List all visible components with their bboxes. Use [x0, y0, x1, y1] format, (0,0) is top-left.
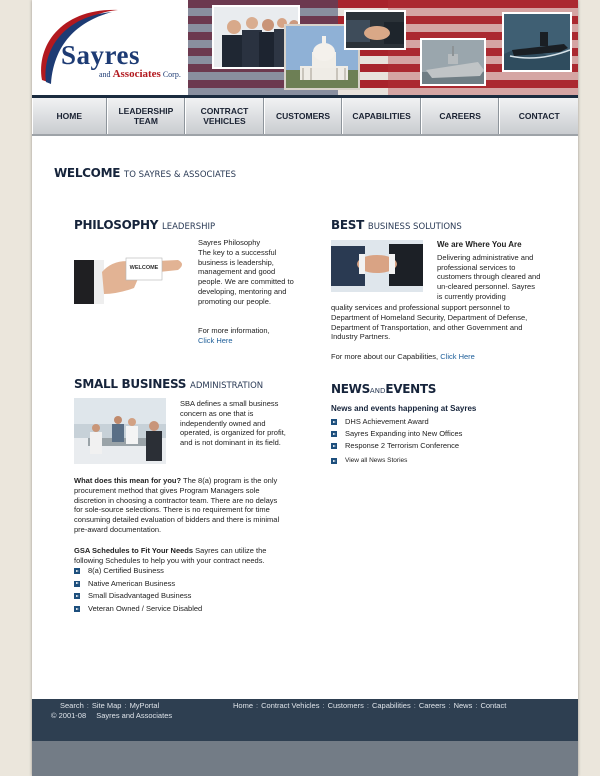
bullet-arrow-icon — [331, 458, 337, 464]
logo-and: and — [99, 70, 111, 79]
best-side-text — [437, 240, 541, 302]
handshake-photo — [344, 10, 406, 50]
nav-leadership-team[interactable]: LEADERSHIP TEAM — [107, 98, 186, 134]
small-business-title: SMALL BUSINESS — [74, 377, 187, 391]
best-more — [331, 352, 543, 362]
footer-link-capabilities[interactable]: Capabilities — [371, 701, 411, 710]
best-subtitle: BUSINESS SOLUTIONS — [367, 222, 462, 232]
bullet-arrow-icon — [331, 431, 337, 437]
submarine-photo — [502, 12, 572, 72]
logo-corp: Corp. — [162, 70, 181, 79]
list-item: Small Disadvantaged Business — [74, 590, 274, 602]
gsa-text: Sayres can utilize the following Schedules to help you with your contract needs. — [74, 546, 267, 565]
bullet-arrow-icon — [74, 568, 80, 574]
footer-link-contact[interactable]: Contact — [480, 701, 507, 710]
bullet-arrow-icon — [74, 581, 80, 587]
small-business-subtitle: ADMINISTRATION — [190, 381, 264, 391]
gsa-heading: GSA Schedules to Fit Your Needs — [74, 546, 194, 555]
logo-name: Sayres — [61, 40, 141, 70]
welcome-card-label: WELCOME — [129, 265, 159, 271]
nav-contract-vehicles[interactable]: CONTRACT VEHICLES — [185, 98, 264, 134]
nav-home[interactable]: HOME — [32, 98, 107, 134]
philosophy-text-block — [198, 238, 294, 307]
copyright-company: Sayres and Associates — [96, 711, 173, 720]
footer-link-news[interactable]: News — [453, 701, 473, 710]
news-heading — [331, 382, 436, 396]
list-item: Veteran Owned / Service Disabled — [74, 603, 274, 615]
bullet-arrow-icon — [331, 443, 337, 449]
philosophy-more-text: For more information, — [198, 326, 270, 335]
welcome-title: WELCOME — [54, 166, 121, 180]
nav-careers[interactable]: CAREERS — [421, 98, 500, 134]
welcome-card-image — [74, 238, 186, 308]
schedule-list — [74, 565, 274, 615]
best-full-text: quality services and professional support personnel to Department of Homeland Security, Department of Defense, Department of Transportation, and other Government and Industry Partners. — [331, 303, 528, 342]
news-subheading: News and events happening at Sayres — [331, 404, 477, 413]
footer-right-links: Home : Contract Vehicles : Customers : Capabilities : Careers : News : Contact — [233, 701, 507, 710]
philosophy-title: PHILOSOPHY — [74, 218, 159, 232]
news-title-a: NEWS — [331, 382, 370, 396]
handshake-image — [331, 240, 423, 292]
nav-capabilities[interactable]: CAPABILITIES — [342, 98, 421, 134]
best-more-text: For more about our Capabilities, — [331, 352, 439, 361]
header — [32, 0, 578, 95]
news-item[interactable]: Sayres Expanding into New Offices — [331, 428, 541, 440]
philosophy-subheading: Sayres Philosophy — [198, 238, 261, 247]
news-title-b: EVENTS — [385, 382, 437, 396]
best-text-side: Delivering administrative and professional services to customers through cleared and un-cleared personnel. Sayres is currently providing — [437, 252, 541, 301]
news-item[interactable]: Response 2 Terrorism Conference — [331, 440, 541, 452]
philosophy-subtitle: LEADERSHIP — [162, 222, 216, 232]
view-all-news — [331, 455, 541, 467]
meaning-text: The 8(a) program is the only procurement method that gives Program Managers sole discretion in choosing a contractor team. There are no delays for sole-source selections. There is no requirement for time consuming detailed evaluation of bidders and there is minimal pre-award documentation. — [74, 476, 280, 534]
news-list — [331, 416, 541, 453]
sba-text: SBA defines a small business concern as one that is independently owned and operated, is organized for profit, and is not dominant in its field. — [180, 399, 286, 448]
bullet-arrow-icon — [331, 419, 337, 425]
news-title-and: AND — [369, 387, 386, 395]
gsa-paragraph — [74, 546, 286, 566]
welcome-heading — [54, 166, 236, 180]
welcome-subtitle: TO SAYRES & ASSOCIATES — [124, 170, 237, 180]
meaning-heading: What does this mean for you? — [74, 476, 182, 485]
main-nav — [32, 98, 578, 136]
footer-bottom-bar — [32, 741, 578, 776]
footer-link-contract-vehicles[interactable]: Contract Vehicles — [261, 701, 320, 710]
philosophy-more — [198, 326, 308, 346]
meaning-paragraph — [74, 476, 284, 535]
footer-link-home[interactable]: Home — [233, 701, 254, 710]
view-all-news-link[interactable]: View all News Stories — [331, 455, 541, 467]
footer-copyright — [51, 711, 172, 720]
bullet-arrow-icon — [74, 606, 80, 612]
logo-associates: Associates — [112, 68, 161, 80]
best-click-here-link[interactable]: Click Here — [440, 352, 475, 361]
nav-customers[interactable]: CUSTOMERS — [264, 98, 343, 134]
list-item: 8(a) Certified Business — [74, 565, 274, 577]
small-business-heading — [74, 377, 263, 391]
philosophy-text: The key to a successful business is leadership, management and good people. We are committed to developing, mentoring and promoting our people. — [198, 247, 294, 306]
footer — [32, 699, 578, 741]
logo[interactable] — [32, 0, 188, 95]
footer-link-customers[interactable]: Customers — [327, 701, 364, 710]
copyright-years: © 2001-08 — [51, 711, 87, 720]
footer-link-site-map[interactable]: Site Map — [91, 701, 122, 710]
office-meeting-image — [74, 398, 166, 464]
news-item[interactable]: DHS Achievement Award — [331, 416, 541, 428]
philosophy-heading — [74, 218, 215, 232]
footer-link-careers[interactable]: Careers — [418, 701, 446, 710]
footer-left-links: Search : Site Map : MyPortal — [60, 701, 160, 710]
best-heading — [331, 218, 462, 232]
bullet-arrow-icon — [74, 593, 80, 599]
philosophy-click-here-link[interactable]: Click Here — [198, 335, 233, 345]
page — [32, 0, 578, 776]
nav-contact[interactable]: CONTACT — [499, 98, 578, 134]
footer-link-myportal[interactable]: MyPortal — [129, 701, 160, 710]
footer-link-search[interactable]: Search — [60, 701, 84, 710]
list-item: Native American Business — [74, 578, 274, 590]
logo-subtitle — [99, 68, 181, 80]
header-banner — [188, 0, 578, 95]
best-title: BEST — [331, 218, 364, 232]
best-subheading: We are Where You Are — [437, 240, 522, 249]
ship-photo — [420, 38, 486, 86]
